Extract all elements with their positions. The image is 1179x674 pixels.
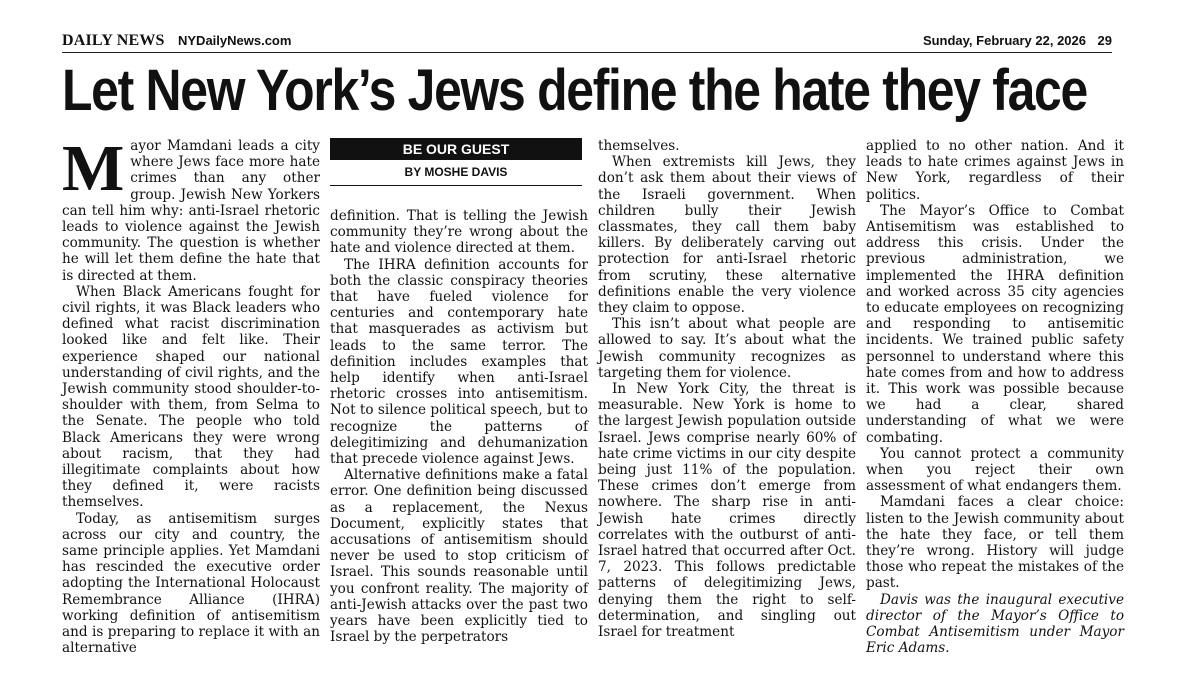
- issue-date: Sunday, February 22, 2026: [922, 33, 1086, 48]
- paragraph: themselves.: [598, 138, 680, 154]
- byline: BY MOSHE DAVIS: [330, 165, 582, 186]
- paragraph: The Mayor’s Office to Combat Antisemitism was established to address this crisis. Under the previous administration, we implemented the IHRA definition and worked across 35 city agencies to educate employees on recognizing and responding to antisemitic incidents. We trained public safety personnel to understand where this hate comes from and how to address it. This work was possible because we had a clear, shared understanding of what we were combating.: [866, 202, 1124, 446]
- masthead: [62, 30, 1112, 52]
- paragraph: Today, as antisemitism surges across our city and country, the same principle applies. Yet Mamdani has rescinded the executive order adopting the International Holocaust Remembrance Alliance (IHRA) working definition of antisemitism and is preparing to replace it with an alternative: [62, 510, 320, 657]
- article-headline: Let New York’s Jews define the hate they face: [62, 58, 1087, 123]
- column-4: [866, 138, 1124, 657]
- guest-box: [330, 138, 582, 186]
- paragraph: Mayor Mamdani leads a city where Jews face more hate crimes than any other group. Jewish New Yorkers can tell him why: anti-Israel rhetoric leads to violence against the Jewish community. The question is whether he will let them define the hate that is directed at them.: [62, 132, 320, 284]
- column-2: [330, 208, 588, 645]
- column-1: [62, 132, 320, 657]
- paragraph: You cannot protect a community when you reject their own assessment of what endangers them.: [866, 445, 1124, 495]
- paragraph: The IHRA definition accounts for both the classic conspiracy theories that have fueled violence for centuries and contemporary hate that masquerades as activism but leads to the same terror. The definition includes examples that help identify when anti-Israel rhetoric crosses into antisemitism. Not to silence political speech, but to recognize the patterns of delegitimizing and dehumanization that precede violence against Jews.: [330, 256, 588, 468]
- paragraph: Alternative definitions make a fatal error. One definition being discussed as a replacement, the Nexus Document, explicitly states that accusations of antisemitism should never be used to stop criticism of Israel. This sounds reasonable until you confront reality. The majority of anti-Jewish attacks over the past two years have been explicitly tied to Israel by the perpetrators: [330, 467, 588, 646]
- section-label: BE OUR GUEST: [330, 138, 582, 160]
- paragraph: definition. That is telling the Jewish community they’re wrong about the hate and violence directed at them.: [330, 208, 588, 257]
- paragraph: When Black Americans fought for civil rights, it was Black leaders who defined what racist discrimination looked like and felt like. Their experience shaped our national understanding of civil rights, and the Jewish community stood shoulder-to-shoulder with them, from Selma to the Senate. The people who told Black Americans they were wrong about racism, that they had illegitimate complaints about how they defined it, were racists themselves.: [62, 283, 320, 511]
- site-url: NYDailyNews.com: [178, 33, 292, 48]
- column-3: [598, 138, 856, 640]
- newspaper-logo: DAILY NEWS: [62, 32, 165, 49]
- paragraph: applied to no other nation. And it leads to hate crimes against Jews in New York, regardless of their politics.: [866, 138, 1124, 203]
- author-bio: Davis was the inaugural executive director of the Mayor’s Office to Combat Antisemitism under Mayor Eric Adams.: [866, 591, 1124, 657]
- paragraph: This isn’t about what people are allowed to say. It’s about what the Jewish community recognizes as targeting them for violence.: [598, 316, 856, 381]
- masthead-rule: [62, 52, 1112, 53]
- drop-cap: M: [62, 132, 125, 205]
- paragraph: When extremists kill Jews, they don’t ask them about their views of the Israeli government. When children bully their Jewish classmates, they call them baby killers. By deliberately carving out protection for anti-Israel rhetoric from scrutiny, these alternative definitions enable the very violence they claim to oppose.: [598, 154, 856, 317]
- paragraph: In New York City, the threat is measurable. New York is home to the largest Jewish population outside Israel. Jews comprise nearly 60% of hate crime victims in our city despite being just 11% of the population. These crimes don’t emerge from nowhere. The sharp rise in anti-Jewish hate crimes directly correlates with the outburst of anti-Israel hatred that occurred after Oct. 7, 2023. This follows predictable patterns of delegitimizing Jews, denying them the right to self-determination, and singling out Israel for treatment: [598, 381, 856, 641]
- paragraph: Mamdani faces a clear choice: listen to the Jewish community about the hate they face, or tell them they’re wrong. History will judge those who repeat the mistakes of the past.: [866, 494, 1124, 592]
- page-number: 29: [1097, 33, 1112, 48]
